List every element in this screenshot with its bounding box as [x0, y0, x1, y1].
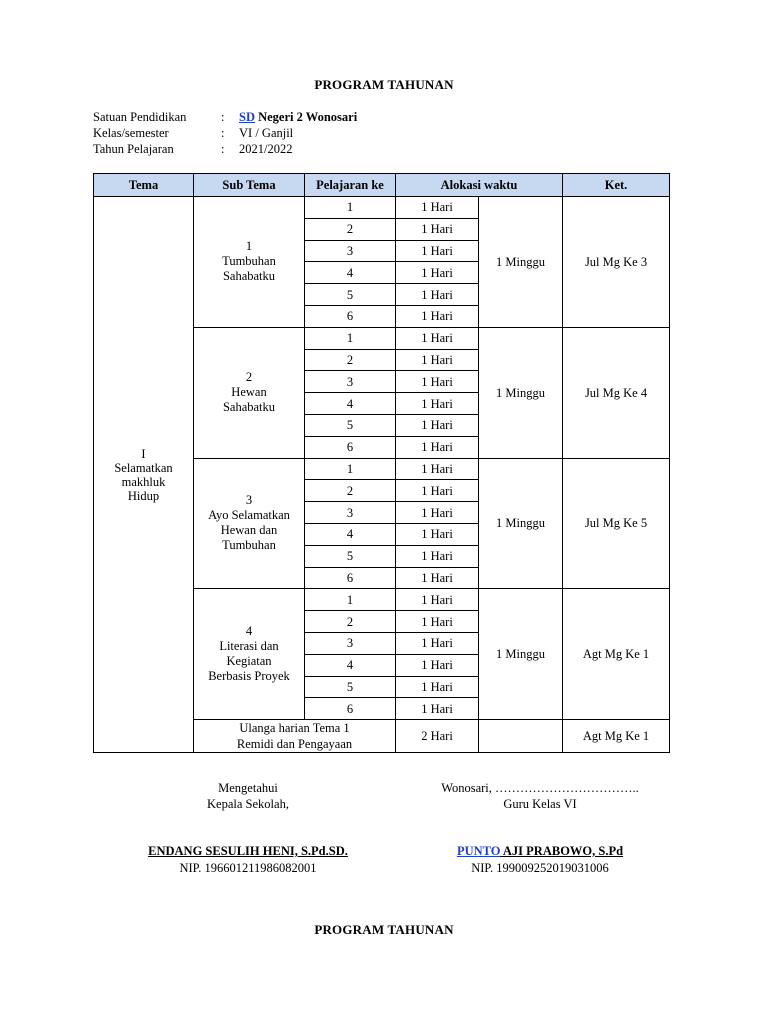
pelajaran-cell: 5: [305, 414, 396, 436]
subtema-cell: [194, 327, 305, 458]
pelajaran-cell: 2: [305, 349, 396, 371]
pelajaran-cell: 3: [305, 502, 396, 524]
hari-cell: 1 Hari: [396, 458, 479, 480]
pelajaran-cell: 1: [305, 327, 396, 349]
sd-link[interactable]: SD: [239, 110, 255, 124]
pelajaran-cell: 4: [305, 523, 396, 545]
punto-link[interactable]: PUNTO: [456, 844, 501, 858]
ket-cell: Jul Mg Ke 5: [563, 458, 670, 589]
pelajaran-cell: 2: [305, 218, 396, 240]
cell-line: Selamatkan: [114, 460, 173, 475]
minggu-cell: 1 Minggu: [479, 197, 563, 328]
info-value: VI / Ganjil: [239, 126, 294, 140]
hari-cell: 1 Hari: [396, 523, 479, 545]
teacher-name: [420, 843, 660, 859]
cell-line: Literasi dan: [219, 639, 279, 654]
hari-cell: 1 Hari: [396, 371, 479, 393]
hari-cell: 1 Hari: [396, 611, 479, 633]
header-pelajaran: Pelajaran ke: [305, 174, 396, 197]
pelajaran-cell: 3: [305, 240, 396, 262]
pelajaran-cell: 3: [305, 371, 396, 393]
info-colon: :: [221, 126, 225, 140]
hari-cell: 1 Hari: [396, 349, 479, 371]
signature-line: Guru Kelas VI: [503, 797, 577, 811]
cell-line: Tumbuhan: [222, 538, 276, 553]
teacher-name-rest: AJI PRABOWO, S.Pd: [500, 844, 624, 858]
cell-line: 3: [245, 493, 253, 508]
pelajaran-cell: 4: [305, 393, 396, 415]
hari-cell: 1 Hari: [396, 480, 479, 502]
hari-cell: 1 Hari: [396, 632, 479, 654]
cell-line: Sahabatku: [222, 400, 276, 415]
cell-line: Tumbuhan: [222, 254, 276, 269]
signature-right: [420, 780, 660, 875]
program-table: [93, 173, 670, 753]
ulangan-alokasi-cell: 2 Hari: [396, 720, 479, 753]
signature-line: Wonosari, ……………………………..: [441, 781, 639, 795]
teacher-nip: NIP. 199009252019031006: [471, 861, 609, 875]
pelajaran-cell: 6: [305, 567, 396, 589]
hari-cell: 1 Hari: [396, 240, 479, 262]
cell-line: Ulanga harian Tema 1: [239, 721, 350, 736]
hari-cell: 1 Hari: [396, 698, 479, 720]
hari-cell: 1 Hari: [396, 262, 479, 284]
page-title-next: PROGRAM TAHUNAN: [314, 922, 454, 937]
ulangan-ket-cell: Agt Mg Ke 1: [563, 720, 670, 753]
cell-line: Hewan: [231, 385, 267, 400]
ket-cell: Agt Mg Ke 1: [563, 589, 670, 720]
header-sub-tema: Sub Tema: [194, 174, 305, 197]
info-colon: :: [221, 142, 225, 156]
pelajaran-cell: 5: [305, 676, 396, 698]
header-alokasi: Alokasi waktu: [396, 174, 563, 197]
pelajaran-cell: 1: [305, 197, 396, 219]
pelajaran-cell: 6: [305, 698, 396, 720]
ulangan-empty-cell: [479, 720, 563, 753]
hari-cell: 1 Hari: [396, 545, 479, 567]
cell-line: Hidup: [127, 488, 160, 503]
cell-line: 1: [245, 239, 253, 254]
cell-line: 4: [245, 624, 253, 639]
hari-cell: 1 Hari: [396, 414, 479, 436]
minggu-cell: 1 Minggu: [479, 327, 563, 458]
cell-line: Sahabatku: [222, 269, 276, 284]
signature-line: Mengetahui: [218, 781, 278, 795]
pelajaran-cell: 5: [305, 545, 396, 567]
info-colon: :: [221, 110, 225, 124]
cell-line: Remidi dan Pengayaan: [236, 737, 353, 752]
pelajaran-cell: 4: [305, 262, 396, 284]
pelajaran-cell: 1: [305, 458, 396, 480]
headmaster-nip: NIP. 196601211986082001: [179, 861, 317, 875]
ket-cell: Jul Mg Ke 3: [563, 197, 670, 328]
subtema-cell: [194, 197, 305, 328]
info-value: [239, 109, 357, 125]
info-label: Kelas/semester: [93, 126, 169, 140]
cell-line: I: [141, 446, 146, 461]
hari-cell: 1 Hari: [396, 327, 479, 349]
cell-line: Ayo Selamatkan: [208, 508, 290, 523]
pelajaran-cell: 2: [305, 611, 396, 633]
hari-cell: 1 Hari: [396, 218, 479, 240]
info-label: Satuan Pendidikan: [93, 110, 187, 124]
page-title: PROGRAM TAHUNAN: [314, 77, 454, 92]
minggu-cell: 1 Minggu: [479, 589, 563, 720]
header-ket: Ket.: [563, 174, 670, 197]
hari-cell: 1 Hari: [396, 436, 479, 458]
pelajaran-cell: 2: [305, 480, 396, 502]
hari-cell: 1 Hari: [396, 284, 479, 306]
table-row: [94, 197, 670, 219]
pelajaran-cell: 6: [305, 436, 396, 458]
info-value: 2021/2022: [239, 142, 293, 156]
hari-cell: 1 Hari: [396, 654, 479, 676]
hari-cell: 1 Hari: [396, 676, 479, 698]
pelajaran-cell: 3: [305, 632, 396, 654]
tema-cell: [94, 197, 194, 753]
table-body: [94, 197, 670, 753]
hari-cell: 1 Hari: [396, 197, 479, 219]
hari-cell: 1 Hari: [396, 567, 479, 589]
ulangan-cell: [194, 720, 396, 753]
signature-left: [128, 780, 368, 875]
pelajaran-cell: 1: [305, 589, 396, 611]
hari-cell: 1 Hari: [396, 502, 479, 524]
subtema-cell: [194, 589, 305, 720]
info-label: Tahun Pelajaran: [93, 142, 174, 156]
header-tema: Tema: [94, 174, 194, 197]
headmaster-name: ENDANG SESULIH HENI, S.Pd.SD.: [148, 844, 348, 858]
hari-cell: 1 Hari: [396, 393, 479, 415]
pelajaran-cell: 4: [305, 654, 396, 676]
hari-cell: 1 Hari: [396, 589, 479, 611]
cell-line: Berbasis Proyek: [208, 669, 290, 684]
school-name: Negeri 2 Wonosari: [254, 110, 358, 124]
table-header-row: [94, 174, 670, 197]
cell-line: Kegiatan: [226, 654, 272, 669]
hari-cell: 1 Hari: [396, 305, 479, 327]
cell-line: Hewan dan: [220, 523, 278, 538]
pelajaran-cell: 5: [305, 284, 396, 306]
pelajaran-cell: 6: [305, 305, 396, 327]
subtema-cell: [194, 458, 305, 589]
minggu-cell: 1 Minggu: [479, 458, 563, 589]
cell-line: 2: [245, 370, 253, 385]
signature-line: Kepala Sekolah,: [207, 797, 289, 811]
cell-line: makhluk: [121, 474, 166, 489]
ket-cell: Jul Mg Ke 4: [563, 327, 670, 458]
